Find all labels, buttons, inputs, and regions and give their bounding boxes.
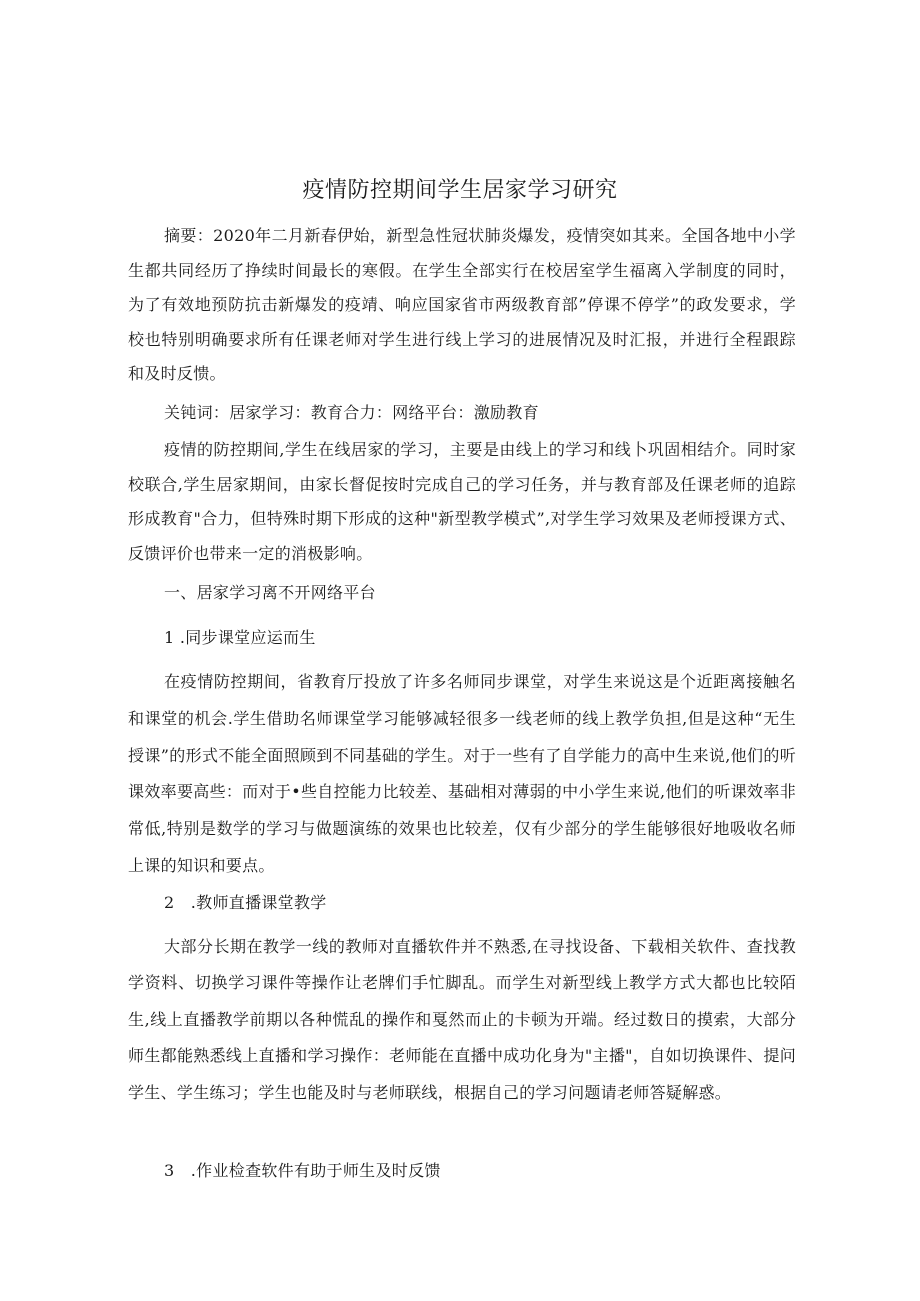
subsection-body-2: 大部分长期在教学一线的教师对直播软件并不熟悉,在寻找设备、下载相关软件、查找教学资料、切换学习课件等操作让老牌们手忙脚乱。而学生对新型线上教学方式大都也比较陌生,线上直播教学前期以各种慌乱的操作和戛然而止的卡顿为开端。经过数日的摸索，大部分师生都能熟悉线上直播和学习操作：老师能在直播中成功化身为"主播"，自如切换课件、提问学生、学生练习；学生也能及时与老师联线，根据自己的学习问题请老师答疑解惑。 [128,937,796,1102]
abstract-paragraph: 摘要：2020年二月新春伊始，新型急性冠状肺炎爆发，疫情突如其来。全国各地中小学生都共同经历了挣续时间最长的寒假。在学生全部实行在校居室学生福离入学制度的同时，为了有效地预防抗击新爆发的疫靖、响应国家省市两级教育部”停课不停学”的政发要求，学校也特别明确要求所有任课老师对学生进行线上学习的进展情况及时汇报，并进行全程跟踪和及时反愦。 [128,226,796,383]
intro-paragraph: 疫情的防控期间,学生在线居家的学习，主要是由线上的学习和线卜巩固相结介。同时家校联合,学生居家期间，由家长督促按时完成自己的学习任务，并与教育部及任课老师的追踪形成教育"合力，但特殊时期下形成的这种"新型教学模式”,对学生学习效果及老师授课方式、反馈评价也带来一定的消极影响。 [128,440,796,563]
subsection-heading-3: 3 .作业检查软件有助于师生及时反馈 [164,1161,441,1180]
subsection-heading-2: 2 .教师直播课堂教学 [164,893,327,912]
section-heading-1: 一、居家学习离不开网络平台 [164,583,376,602]
keywords-line: 关钝词：居家学习：教育合力：网络平台：激励教育 [164,403,539,422]
subsection-heading-1: 1 .同步课堂应运而生 [164,628,316,647]
document-title: 疫情防控期间学生居家学习研究 [302,178,618,203]
subsection-body-1: 在疫情防控期间，省教育厅投放了许多名师同步课堂，对学生来说这是个近距离接触名和课堂的机会.学生借助名师课堂学习能够减轻很多一线老师的线上教学负担,但是这种“无生授课”的形式不能全面照顾到不同基础的学生。对于一些有了自学能力的高中生来说,他们的听课效率要高些：而对于•些自控能力比较差、基础相对薄弱的中小学生来说,他们的听课效率非常低,特别是数学的学习与做题演练的效果也比较差，仅有少部分的学生能够很好地吸收名师上课的知识和要点。 [128,672,796,875]
